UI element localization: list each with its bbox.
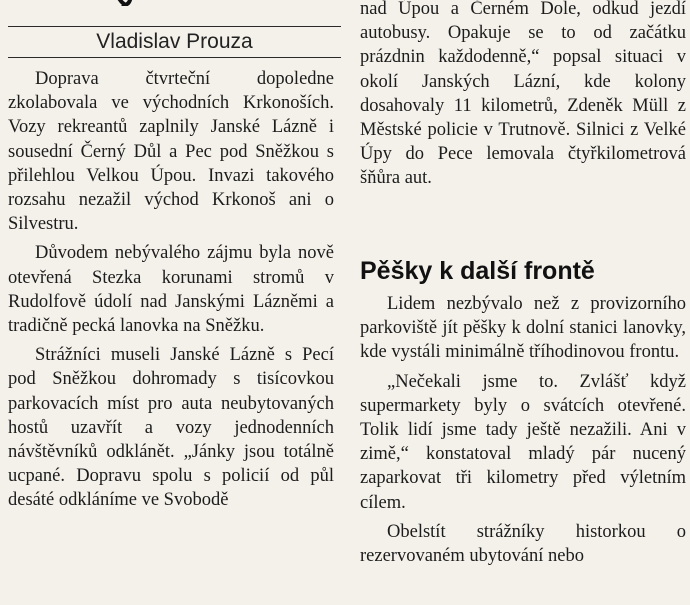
paragraph: Doprava čtvrteční dopoledne zkolabovala ve východních Krkonoších. Vozy rekreantů zaplnily Janské Lázně i sousední Černý Důl a Pec pod Sněžkou s přilehlou Velkou Úpou. Invazi takového rozsahu nezažil východ Krkonoš ani o Silvestru.: [8, 69, 334, 235]
paragraph-continued: nad Úpou a Černém Dole, odkud jezdí autobusy. Opakuje se to od začátku prázdnin každodenně,“ popsal situaci v okolí Janských Lázní, kde kolony dosahovaly 11 kilometrů, Zdeněk Müll z Městské policie v Trutnově. Silnici z Velké Úpy do Pece lemovala čtyřkilometrová šňůra aut.: [360, 0, 686, 189]
byline: Vladislav Prouza: [96, 30, 253, 53]
subheading: Pěšky k další frontě: [360, 257, 595, 285]
right-text-bottom: [360, 292, 686, 568]
headline-fragment: [110, 0, 170, 6]
paragraph: Obelstít strážníky historkou o rezervovaném ubytování nebo: [360, 521, 686, 567]
byline-rule-bottom: [8, 57, 341, 58]
left-text: [8, 67, 334, 513]
right-text-top: [360, 0, 686, 191]
paragraph: Strážníci museli Janské Lázně s Pecí pod Sněžkou dohromady s tisícovkou parkovacích míst pro auta neubytovaných hostů uzavřít a vozy jednodenních návštěvníků odklánět. „Jánky jsou totálně ucpané. Dopravu spolu s policií od půl desáté odkláníme ve Svobodě: [8, 345, 334, 511]
paragraph: Důvodem nebývalého zájmu byla nově otevřená Stezka korunami stromů v Rudolfově údolí nad Janskými Lázněmi a tradičně pecká lanovka na Sněžku.: [8, 243, 334, 337]
byline-rule-top: [8, 26, 341, 27]
paragraph: Lidem nezbývalo než z provizorního parkoviště jít pěšky k dolní stanici lanovky, kde vystáli minimálně tříhodinovou frontu.: [360, 294, 686, 363]
paragraph: „Nečekali jsme to. Zvlášť když supermarkety byly o svátcích otevřené. Tolik lidí jsme tady ještě nezažili. Ani v zimě,“ konstatoval mladý pár nucený zaparkovat tři kilometry před výletním cílem.: [360, 371, 686, 513]
